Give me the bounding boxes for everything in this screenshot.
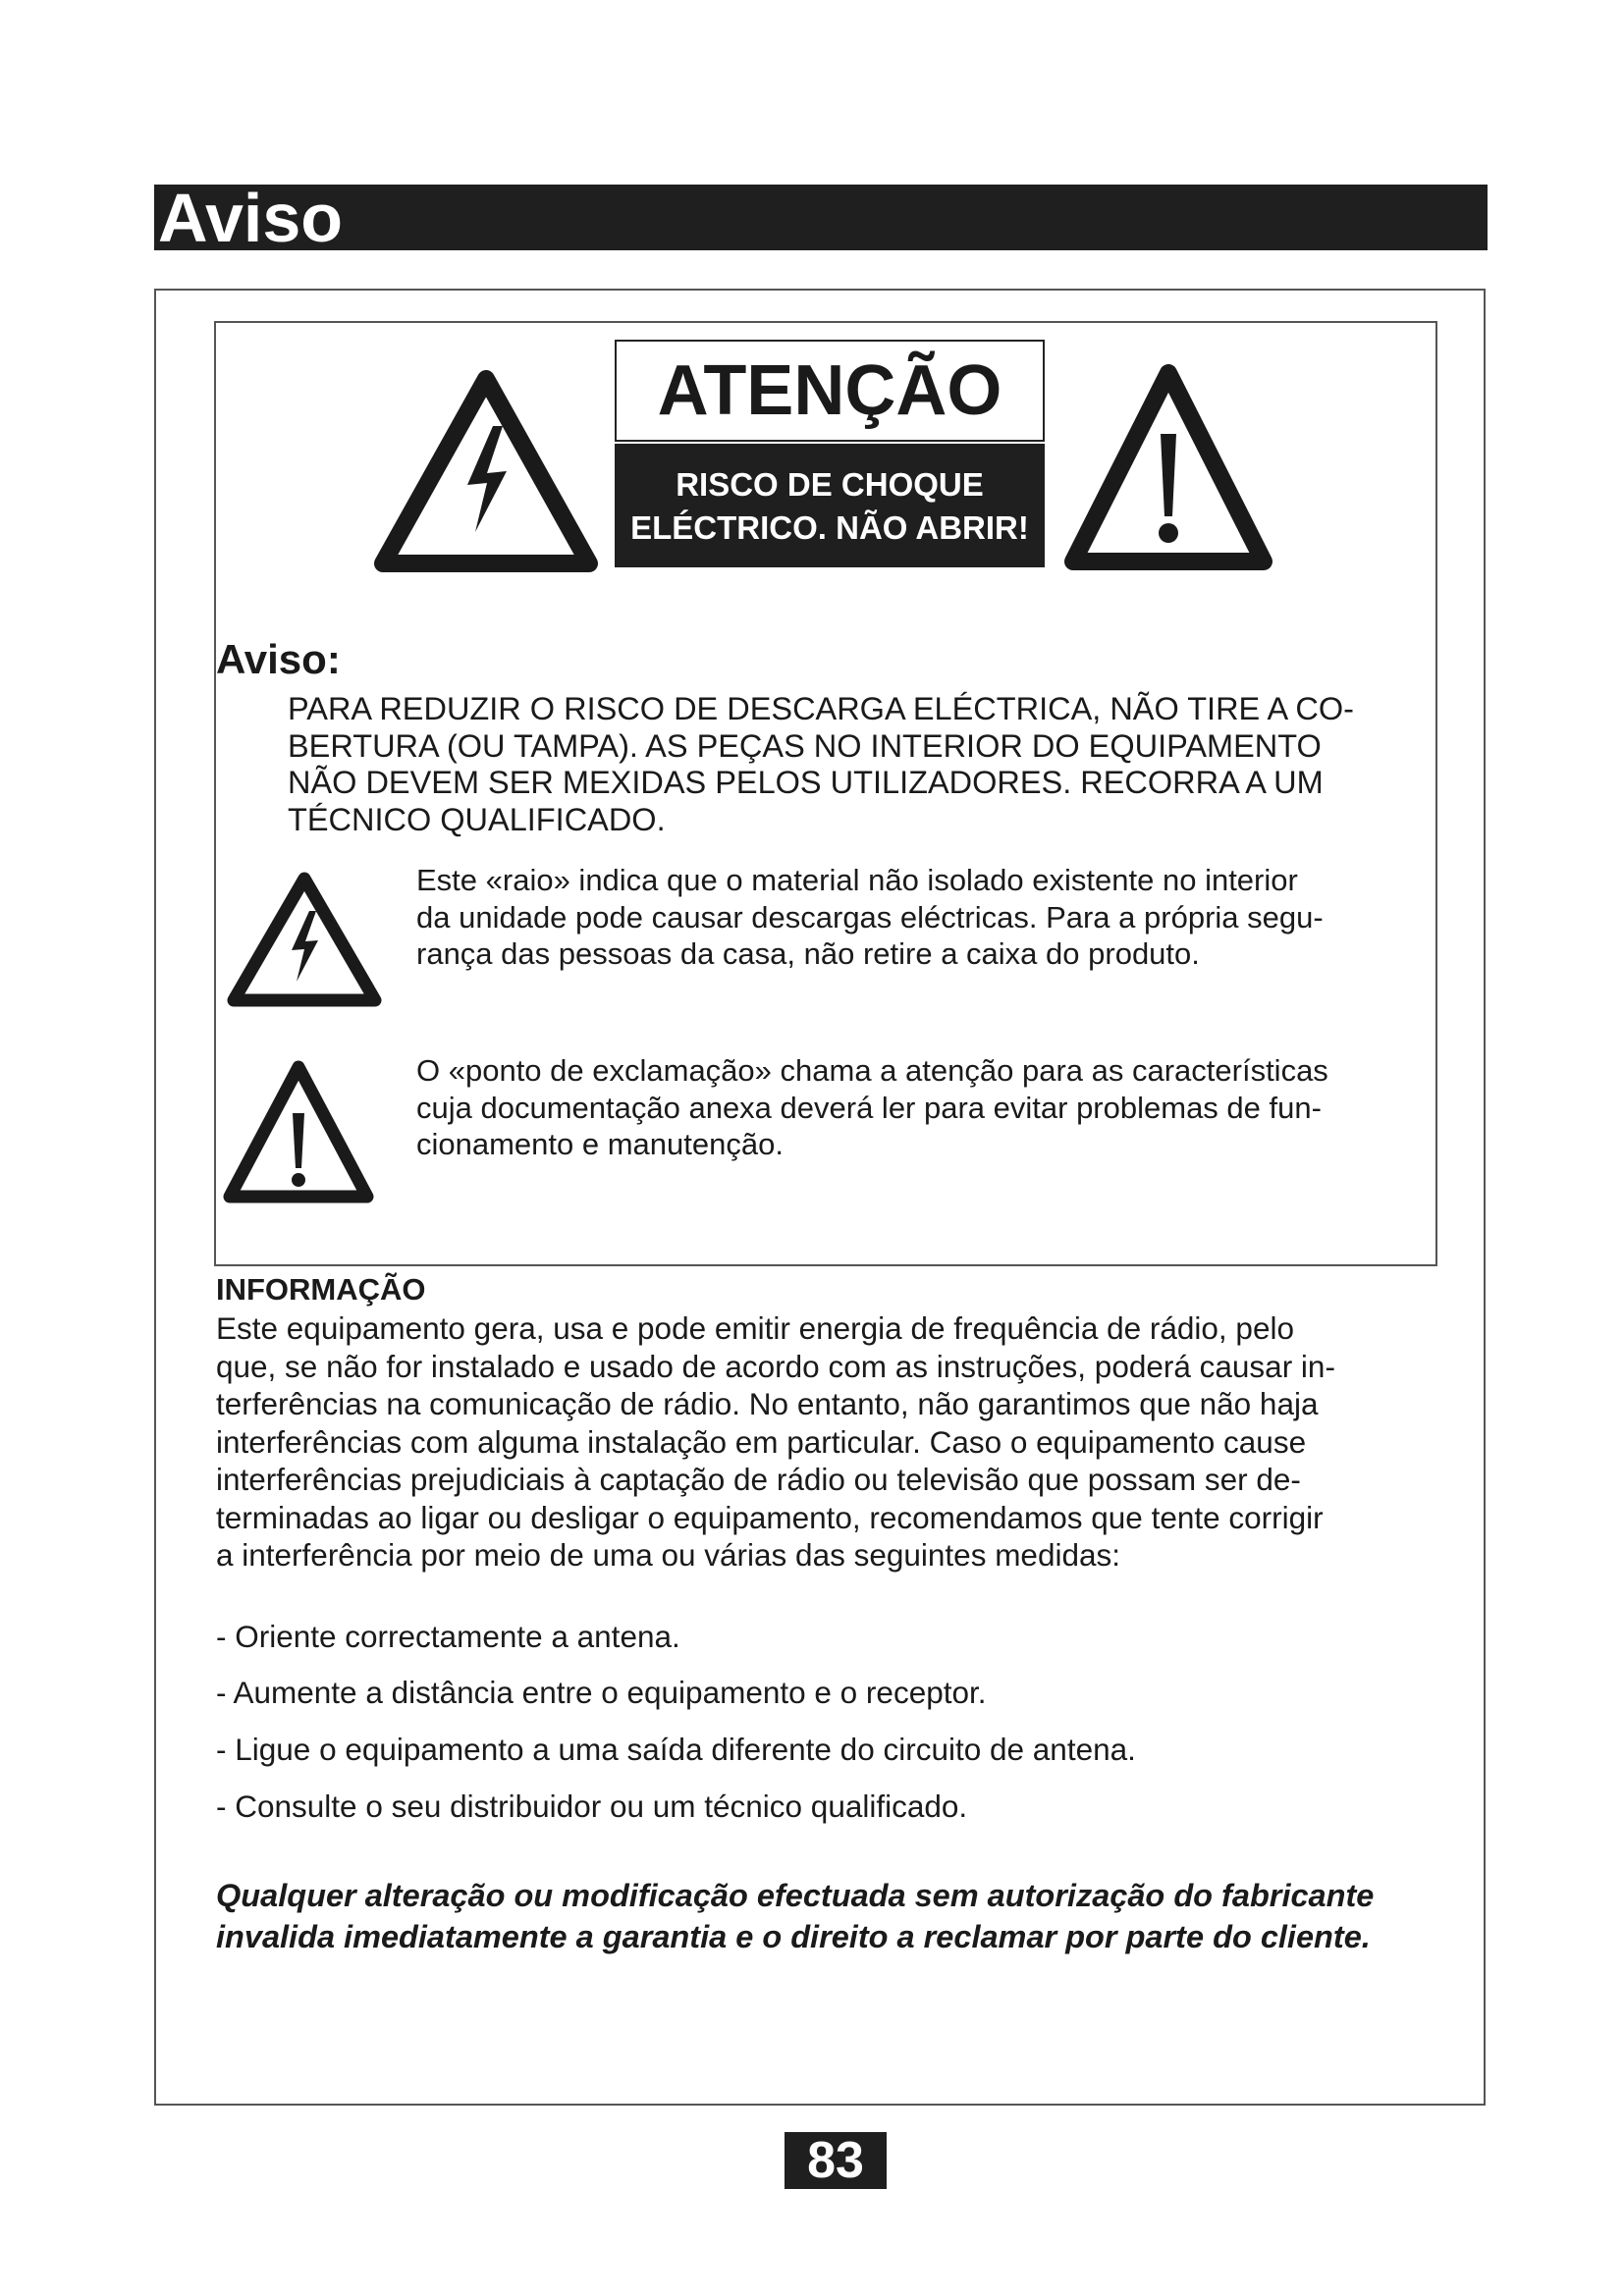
section-header-bar [154, 180, 1488, 256]
lightning-description-line: Este «raio» indica que o material não isolado existente no interior [416, 863, 1298, 897]
exclamation-description-line: cuja documentação anexa deverá ler para evitar problemas de fun- [416, 1090, 1322, 1125]
info-line: terferências na comunicação de rádio. No entanto, não garantimos que não haja [216, 1386, 1319, 1421]
warranty-disclaimer [216, 1875, 1453, 1957]
page-number: 83 [807, 2132, 864, 2189]
info-line: que, se não for instalado e usado de acordo com as instruções, poderá causar in- [216, 1348, 1335, 1384]
page-number-box [785, 2132, 887, 2189]
lightning-description [416, 862, 1432, 973]
aviso-line: NÃO DEVEM SER MEXIDAS PELOS UTILIZADORES. RECORRA A UM [288, 765, 1324, 800]
section-title: Aviso [158, 180, 344, 256]
info-line: a interferência por meio de uma ou várias das seguintes medidas: [216, 1537, 1121, 1573]
aviso-line: TÉCNICO QUALIFICADO. [288, 801, 666, 837]
lightning-description-line: rança das pessoas da casa, não retire a caixa do produto. [416, 936, 1200, 971]
caution-title: ATENÇÃO [657, 351, 1002, 430]
exclamation-description-line: O «ponto de exclamação» chama a atenção para as características [416, 1053, 1328, 1088]
caution-subtitle-line: RISCO DE CHOQUE [676, 466, 984, 503]
info-line: Este equipamento gera, usa e pode emitir energia de frequência de rádio, pelo [216, 1310, 1294, 1346]
aviso-heading: Aviso: [216, 636, 341, 682]
exclamation-symbol-icon [222, 1058, 375, 1205]
measure-item: - Consulte o seu distribuidor ou um técnico qualificado. [216, 1789, 968, 1824]
caution-subtitle [615, 463, 1045, 550]
measure-item: - Oriente correctamente a antena. [216, 1619, 680, 1654]
info-heading: INFORMAÇÃO [216, 1272, 426, 1307]
aviso-text [288, 691, 1427, 838]
info-line: interferências prejudiciais à captação de rádio ou televisão que possam ser de- [216, 1462, 1301, 1497]
lightning-warning-icon [373, 369, 599, 573]
exclamation-warning-icon [1063, 361, 1273, 571]
caution-title-box [615, 340, 1045, 442]
disclaimer-line: Qualquer alteração ou modificação efectuada sem autorização do fabricante [216, 1878, 1375, 1913]
exclamation-description [416, 1052, 1432, 1163]
lightning-description-line: da unidade pode causar descargas eléctricas. Para a própria segu- [416, 899, 1324, 934]
info-line: interferências com alguma instalação em particular. Caso o equipamento cause [216, 1423, 1307, 1460]
measure-item: - Aumente a distância entre o equipamento e o receptor. [216, 1675, 987, 1710]
aviso-line: BERTURA (OU TAMPA). AS PEÇAS NO INTERIOR DO EQUIPAMENTO [288, 727, 1322, 764]
caution-subtitle-box [615, 444, 1045, 567]
lightning-symbol-icon [226, 870, 383, 1009]
info-paragraph [216, 1309, 1438, 1575]
exclamation-description-line: cionamento e manutenção. [416, 1127, 784, 1161]
caution-subtitle-line: ELÉCTRICO. NÃO ABRIR! [630, 509, 1029, 546]
disclaimer-line: invalida imediatamente a garantia e o direito a reclamar por parte do cliente. [216, 1919, 1371, 1954]
aviso-line: PARA REDUZIR O RISCO DE DESCARGA ELÉCTRICA, NÃO TIRE A CO- [288, 691, 1354, 726]
info-line: terminadas ao ligar ou desligar o equipamento, recomendamos que tente corrigir [216, 1499, 1324, 1535]
measure-item: - Ligue o equipamento a uma saída diferente do circuito de antena. [216, 1732, 1136, 1767]
